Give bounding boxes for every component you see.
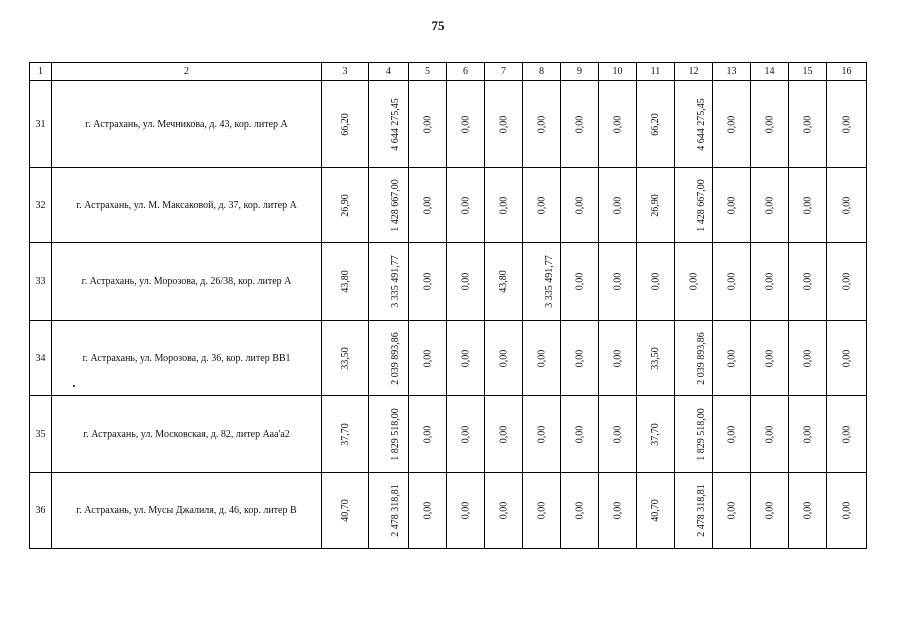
value-text: 2 039 893,86 — [389, 331, 401, 385]
value-cell — [789, 81, 827, 168]
value-cell — [637, 473, 675, 549]
value-cell — [409, 396, 447, 473]
row-number: 34 — [30, 321, 52, 396]
header-cell: 15 — [789, 63, 827, 81]
header-cell: 4 — [369, 63, 409, 81]
value-cell — [523, 81, 561, 168]
value-cell — [751, 396, 789, 473]
value-cell — [447, 396, 485, 473]
value-cell — [447, 473, 485, 549]
value-cell — [827, 243, 867, 321]
table-row — [30, 396, 867, 473]
value-text: 1 829 518,00 — [695, 407, 707, 461]
header-cell: 7 — [485, 63, 523, 81]
value-cell — [599, 81, 637, 168]
header-row — [30, 63, 867, 81]
value-cell — [561, 396, 599, 473]
stray-mark — [73, 385, 75, 387]
value-cell — [751, 243, 789, 321]
header-cell: 13 — [713, 63, 751, 81]
value-text: 40,70 — [650, 499, 661, 522]
value-cell — [485, 473, 523, 549]
value-cell — [561, 243, 599, 321]
value-text: 43,80 — [498, 270, 509, 293]
header-cell: 12 — [675, 63, 713, 81]
value-text: 0,00 — [498, 501, 509, 520]
value-cell — [447, 243, 485, 321]
value-cell — [827, 396, 867, 473]
value-text: 0,00 — [422, 196, 433, 214]
value-text: 2 478 318,81 — [695, 484, 707, 537]
value-text: 0,00 — [460, 272, 471, 291]
value-cell — [409, 168, 447, 243]
value-text: 0,00 — [726, 501, 737, 520]
value-cell — [789, 168, 827, 243]
value-text: 0,00 — [841, 196, 852, 214]
value-text: 1 428 667,00 — [695, 178, 707, 232]
value-text: 0,00 — [498, 425, 509, 443]
value-cell — [447, 168, 485, 243]
value-text: 0,00 — [498, 115, 509, 133]
value-cell — [713, 473, 751, 549]
value-cell — [827, 168, 867, 243]
value-text: 0,00 — [574, 196, 585, 214]
value-cell — [675, 321, 713, 396]
value-text: 0,00 — [612, 196, 623, 214]
value-text: 0,00 — [460, 115, 471, 133]
row-number: 33 — [30, 243, 52, 321]
row-number: 31 — [30, 81, 52, 168]
value-cell — [322, 243, 369, 321]
header-cell: 3 — [322, 63, 369, 81]
row-number: 35 — [30, 396, 52, 473]
value-cell — [322, 396, 369, 473]
value-text: 0,00 — [764, 501, 775, 520]
value-cell — [637, 168, 675, 243]
value-text: 3 335 491,77 — [543, 255, 555, 308]
value-text: 0,00 — [422, 272, 433, 291]
value-text: 0,00 — [612, 115, 623, 133]
value-cell — [789, 473, 827, 549]
value-text: 0,00 — [536, 115, 547, 133]
header-cell: 1 — [30, 63, 52, 81]
value-text: 0,00 — [802, 115, 813, 133]
header-cell: 8 — [523, 63, 561, 81]
value-text: 66,20 — [339, 112, 351, 136]
value-cell — [599, 243, 637, 321]
table-row — [30, 321, 867, 396]
value-text: 0,00 — [536, 196, 547, 214]
value-cell — [485, 243, 523, 321]
value-cell — [409, 473, 447, 549]
value-text: 0,00 — [841, 272, 852, 291]
value-text: 0,00 — [498, 349, 509, 367]
address-cell: г. Астрахань, ул. Мусы Джалиля, д. 46, кор. литер В — [52, 473, 322, 549]
value-text: 0,00 — [841, 425, 852, 443]
value-cell — [637, 321, 675, 396]
value-cell — [369, 243, 409, 321]
value-cell — [523, 168, 561, 243]
value-cell — [369, 396, 409, 473]
value-cell — [322, 473, 369, 549]
value-cell — [369, 321, 409, 396]
address-cell: г. Астрахань, ул. Мечникова, д. 43, кор. литер А — [52, 81, 322, 168]
value-text: 26,90 — [339, 193, 351, 217]
table-row — [30, 473, 867, 549]
value-text: 0,00 — [688, 272, 699, 291]
header-cell: 10 — [599, 63, 637, 81]
value-cell — [675, 81, 713, 168]
value-text: 0,00 — [536, 349, 547, 367]
value-text: 0,00 — [612, 272, 623, 291]
value-text: 2 478 318,81 — [389, 484, 401, 537]
value-cell — [369, 168, 409, 243]
value-cell — [713, 243, 751, 321]
value-cell — [789, 321, 827, 396]
address-cell: г. Астрахань, ул. Морозова, д. 36, кор. литер ВВ1 — [52, 321, 322, 396]
value-cell — [713, 168, 751, 243]
value-text: 0,00 — [802, 349, 813, 367]
value-text: 0,00 — [574, 425, 585, 443]
address-cell: г. Астрахань, ул. Московская, д. 82, литер Ааа'а2 — [52, 396, 322, 473]
value-text: 0,00 — [802, 425, 813, 443]
table-row — [30, 81, 867, 168]
value-text: 0,00 — [422, 349, 433, 367]
value-cell — [447, 321, 485, 396]
row-number: 32 — [30, 168, 52, 243]
value-cell — [485, 81, 523, 168]
value-text: 0,00 — [460, 196, 471, 214]
value-cell — [751, 473, 789, 549]
value-cell — [322, 81, 369, 168]
page-number: 75 — [431, 18, 445, 33]
header-cell: 9 — [561, 63, 599, 81]
value-text: 26,90 — [650, 193, 661, 217]
value-cell — [713, 396, 751, 473]
value-cell — [485, 396, 523, 473]
value-cell — [713, 81, 751, 168]
value-cell — [789, 396, 827, 473]
value-text: 1 829 518,00 — [389, 407, 401, 461]
value-cell — [675, 243, 713, 321]
header-cell: 2 — [52, 63, 322, 81]
value-cell — [523, 243, 561, 321]
value-cell — [599, 396, 637, 473]
address-cell: г. Астрахань, ул. М. Максаковой, д. 37, кор. литер А — [52, 168, 322, 243]
value-text: 0,00 — [460, 349, 471, 367]
value-text: 0,00 — [574, 272, 585, 291]
value-text: 0,00 — [574, 115, 585, 133]
value-cell — [409, 243, 447, 321]
value-cell — [827, 321, 867, 396]
value-text: 0,00 — [841, 115, 852, 133]
value-cell — [637, 396, 675, 473]
value-text: 0,00 — [422, 425, 433, 443]
header-cell: 11 — [637, 63, 675, 81]
value-text: 0,00 — [764, 115, 775, 133]
value-text: 0,00 — [726, 196, 737, 214]
value-cell — [523, 473, 561, 549]
value-text: 0,00 — [726, 272, 737, 291]
value-text: 33,50 — [339, 346, 351, 370]
value-cell — [561, 81, 599, 168]
table-body — [30, 63, 867, 549]
value-cell — [599, 473, 637, 549]
value-cell — [561, 321, 599, 396]
value-text: 0,00 — [764, 425, 775, 443]
value-cell — [751, 168, 789, 243]
value-text: 0,00 — [460, 425, 471, 443]
value-text: 40,70 — [339, 499, 351, 522]
value-text: 0,00 — [460, 501, 471, 520]
table-row — [30, 243, 867, 321]
value-cell — [369, 473, 409, 549]
row-number: 36 — [30, 473, 52, 549]
value-cell — [599, 168, 637, 243]
value-text: 37,70 — [339, 422, 351, 446]
value-text: 0,00 — [650, 272, 661, 291]
table-row — [30, 168, 867, 243]
data-table — [29, 62, 867, 549]
value-text: 0,00 — [422, 501, 433, 520]
value-cell — [675, 473, 713, 549]
value-text: 0,00 — [841, 349, 852, 367]
value-text: 0,00 — [536, 425, 547, 443]
value-text: 3 335 491,77 — [389, 255, 401, 308]
value-cell — [637, 81, 675, 168]
value-cell — [369, 81, 409, 168]
value-text: 0,00 — [574, 501, 585, 520]
value-text: 0,00 — [841, 501, 852, 520]
value-cell — [485, 321, 523, 396]
value-cell — [827, 473, 867, 549]
value-text: 4 644 275,45 — [389, 97, 401, 151]
value-text: 0,00 — [764, 272, 775, 291]
value-text: 0,00 — [612, 349, 623, 367]
value-cell — [322, 168, 369, 243]
value-cell — [637, 243, 675, 321]
value-text: 0,00 — [802, 501, 813, 520]
value-text: 1 428 667,00 — [389, 178, 401, 232]
value-text: 0,00 — [764, 349, 775, 367]
value-text: 2 039 893,86 — [695, 331, 707, 385]
value-cell — [751, 81, 789, 168]
value-cell — [599, 321, 637, 396]
value-text: 0,00 — [536, 501, 547, 520]
value-text: 66,20 — [650, 112, 661, 136]
value-cell — [523, 396, 561, 473]
value-text: 0,00 — [612, 425, 623, 443]
value-text: 0,00 — [802, 272, 813, 291]
value-text: 43,80 — [339, 270, 351, 293]
header-cell: 5 — [409, 63, 447, 81]
header-cell: 6 — [447, 63, 485, 81]
value-cell — [789, 243, 827, 321]
value-cell — [675, 396, 713, 473]
address-cell: г. Астрахань, ул. Морозова, д. 26/38, кор. литер А — [52, 243, 322, 321]
value-text: 37,70 — [650, 422, 661, 446]
value-text: 0,00 — [612, 501, 623, 520]
value-cell — [713, 321, 751, 396]
value-text: 0,00 — [574, 349, 585, 367]
value-cell — [409, 321, 447, 396]
value-text: 0,00 — [726, 115, 737, 133]
value-cell — [485, 168, 523, 243]
value-text: 0,00 — [764, 196, 775, 214]
value-text: 0,00 — [726, 425, 737, 443]
value-cell — [751, 321, 789, 396]
value-cell — [561, 473, 599, 549]
value-text: 0,00 — [498, 196, 509, 214]
value-cell — [675, 168, 713, 243]
value-cell — [322, 321, 369, 396]
value-cell — [827, 81, 867, 168]
value-cell — [561, 168, 599, 243]
header-cell: 16 — [827, 63, 867, 81]
value-text: 33,50 — [650, 346, 661, 370]
value-text: 0,00 — [422, 115, 433, 133]
value-cell — [523, 321, 561, 396]
value-text: 0,00 — [802, 196, 813, 214]
value-cell — [447, 81, 485, 168]
value-text: 4 644 275,45 — [695, 97, 707, 151]
header-cell: 14 — [751, 63, 789, 81]
value-cell — [409, 81, 447, 168]
value-text: 0,00 — [726, 349, 737, 367]
